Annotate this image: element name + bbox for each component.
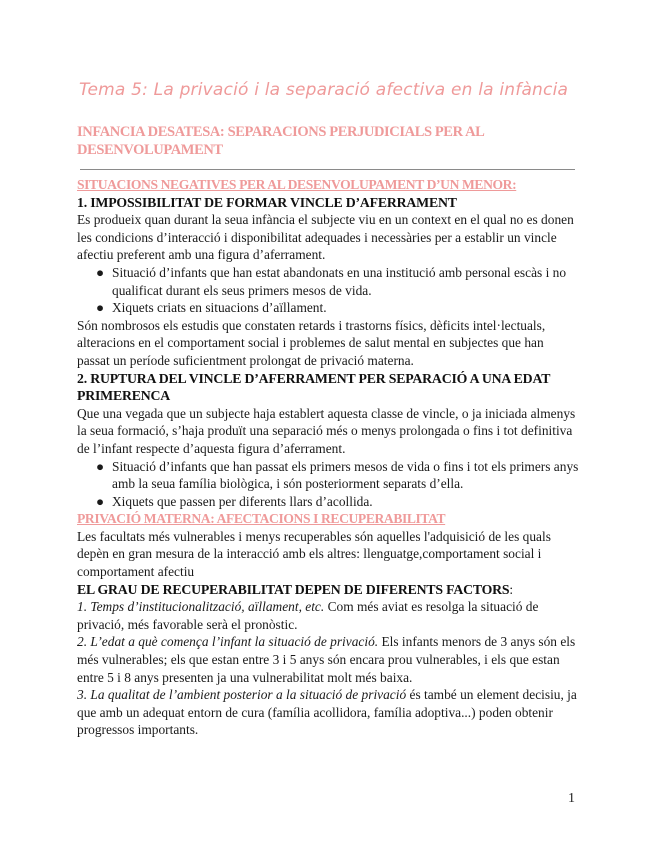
document-subtitle: INFANCIA DESATESA: SEPARACIONS PERJUDICIALS PER AL DESENVOLUPAMENT bbox=[77, 124, 484, 158]
factor-paragraph bbox=[77, 686, 579, 739]
factor-label: 2. L’edat a què comença l’infant la situació de privació. bbox=[77, 634, 379, 650]
bullet-list-impossibility bbox=[77, 264, 579, 317]
bullet-list-rupture bbox=[77, 458, 579, 511]
list-item-text: Situació d’infants que han passat els primers mesos de vida o fins i tot els primers anys amb la seua família biològica, i són posteriorment separats d’ella. bbox=[112, 458, 579, 492]
factor-text: Com més aviat es resolga la situació de privació, més favorable serà el pronòstic. bbox=[77, 599, 539, 632]
factor-paragraph bbox=[77, 598, 579, 633]
paragraph-vulnerable-faculties: Les facultats més vulnerables i menys recuperables són aquelles l'adquisició de les quals depèn en gran mesura de la interacció amb els altres: llenguatge,comportament social i comportament afectiu bbox=[77, 528, 551, 580]
factor-label: 1. Temps d’institucionalització, aïllament, etc. bbox=[77, 599, 325, 615]
factor-text: és també un element decisiu, ja que amb un adequat entorn de cura (família acollidora, família adoptiva...) poden obtenir progressos importants. bbox=[77, 687, 577, 738]
list-item bbox=[77, 264, 579, 299]
factor-paragraph bbox=[77, 633, 579, 686]
bullet-icon: ● bbox=[96, 300, 105, 316]
heading-colon: : bbox=[509, 581, 514, 597]
factors-heading-line bbox=[77, 581, 579, 599]
document-title: Tema 5: La privació i la separació afectiva en la infància bbox=[79, 80, 569, 100]
list-item-text: Xiquets que passen per diferents llars d’acollida. bbox=[112, 493, 373, 509]
factor-label: 3. La qualitat de l’ambient posterior a la situació de privació bbox=[77, 687, 407, 703]
horizontal-rule bbox=[80, 169, 575, 170]
heading-recoverability-factors: EL GRAU DE RECUPERABILITAT DEPEN DE DIFERENTS FACTORS bbox=[77, 581, 510, 597]
list-item bbox=[77, 493, 579, 511]
list-item bbox=[77, 458, 579, 493]
paragraph-studies-conclusion: Són nombrosos els estudis que constaten retards i trastorns físics, dèficits intel·lectuals, alteracions en el comportament social i problemes de salut mental en subjectes que han passat un període suficientment prolongat de privació materna. bbox=[77, 317, 546, 368]
section-heading-maternal-deprivation: PRIVACIÓ MATERNA: AFECTACIONS I RECUPERABILITAT bbox=[77, 511, 446, 527]
list-item bbox=[77, 299, 579, 317]
heading-rupture-attachment: 2. RUPTURA DEL VINCLE D’AFERRAMENT PER SEPARACIÓ A UNA EDAT PRIMERENCA bbox=[77, 370, 550, 404]
page-number: 1 bbox=[568, 791, 575, 806]
bullet-icon: ● bbox=[96, 264, 105, 280]
document-body bbox=[77, 176, 579, 739]
section-heading-negative-situations: SITUACIONS NEGATIVES PER AL DESENVOLUPAMENT D’UN MENOR: bbox=[77, 177, 517, 192]
factor-text: Els infants menors de 3 anys són els més vulnerables; els que estan entre 3 i 5 anys són encara prou vulnerables, i els que estan entre 5 i 8 anys presenten ja una vulnerabilitat molt més baixa. bbox=[77, 634, 576, 685]
bullet-icon: ● bbox=[96, 493, 105, 509]
paragraph-rupture-description: Que una vegada que un subjecte haja establert aquesta classe de vincle, o ja iniciada almenys la seua formació, s’haja produït una separació més o menys prolongada o fins i tot definitiva de l’infant respecte d’aquesta figura d’aferrament. bbox=[77, 405, 576, 456]
paragraph-impossibility-description: Es produeix quan durant la seua infància el subjecte viu en un context en el qual no es donen les condicions d’interacció i disponibilitat adequades i necessàries per a establir un vincle afectiu preferent amb una figura d’aferrament. bbox=[77, 212, 574, 263]
list-item-text: Xiquets criats en situacions d’aïllament. bbox=[112, 300, 327, 316]
bullet-icon: ● bbox=[96, 458, 105, 474]
list-item-text: Situació d’infants que han estat abandonats en una institució amb personal escàs i no qualificat durant els seus primers mesos de vida. bbox=[112, 264, 567, 298]
heading-impossibility-attachment: 1. IMPOSSIBILITAT DE FORMAR VINCLE D’AFERRAMENT bbox=[77, 194, 457, 210]
